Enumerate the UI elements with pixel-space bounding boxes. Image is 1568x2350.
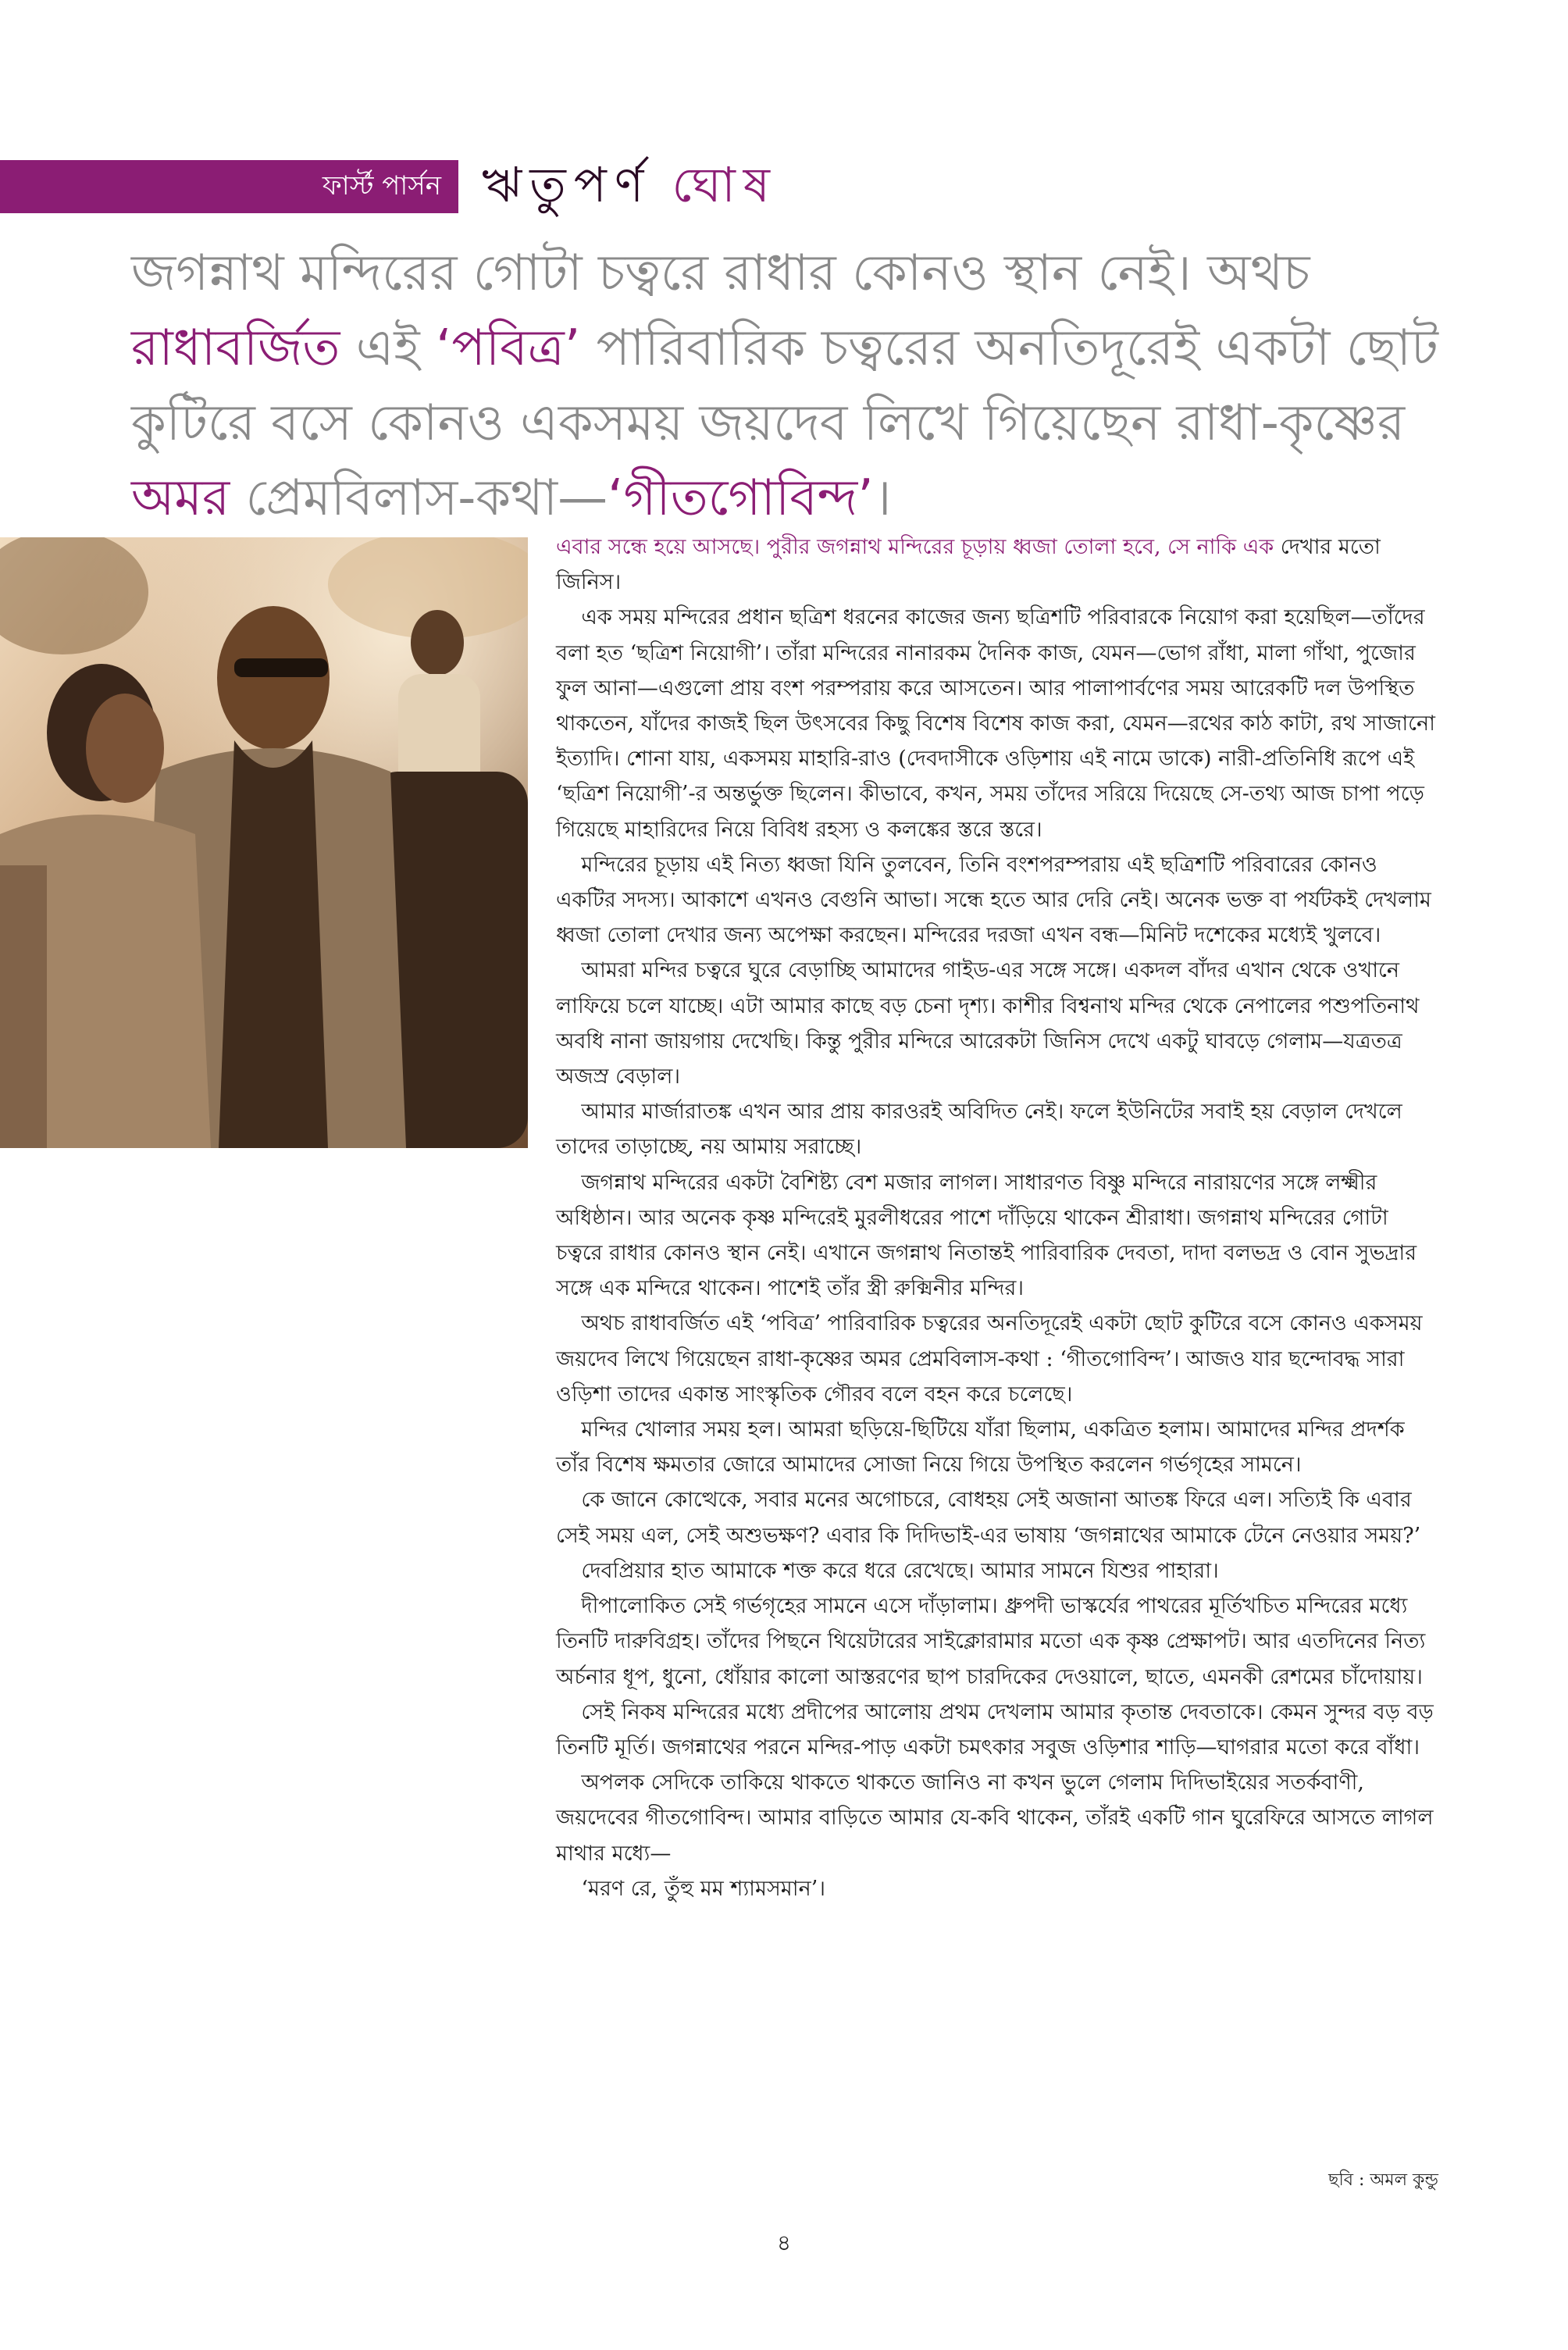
article-paragraph: দেবপ্রিয়ার হাত আমাকে শক্ত করে ধরে রেখেছে। আমার সামনে যিশুর পাহারা।: [581, 1558, 1219, 1583]
lede-accent-text: এবার সন্ধে হয়ে আসছে। পুরীর জগন্নাথ মন্দিরের চূড়ায় ধ্বজা তোলা হবে, সে নাকি এক: [556, 535, 1274, 559]
article-photo: [0, 537, 528, 1148]
article-paragraph: মন্দিরের চূড়ায় এই নিত্য ধ্বজা যিনি তুলবেন, তিনি বংশপরম্পরায় এই ছত্রিশটি পরিবারের কোনও একটির সদস্য। আকাশে এখনও বেগুনি আভা। সন্ধে হতে আর দেরি নেই। অনেক ভক্ত বা পর্যটকই দেখলাম ধ্বজা তোলা দেখার জন্য অপেক্ষা করছেন। মন্দিরের দরজা এখন বন্ধ—মিনিট দশেকের মধ্যেই খুলবে।: [556, 852, 1431, 948]
article-paragraph: দীপালোকিত সেই গর্ভগৃহের সামনে এসে দাঁড়ালাম। ধ্রুপদী ভাস্কর্যের পাথরের মূর্তিখচিত মন্দিরের মধ্যে তিনটি দারুবিগ্রহ। তাঁদের পিছনে থিয়েটারের সাইক্লোরামার মতো এক কৃষ্ণ প্রেক্ষাপট। আর এতদিনের নিত্য অর্চনার ধূপ, ধুনো, ধোঁয়ার কালো আস্তরণের ছাপ চারদিকের দেওয়ালে, ছাতে, এমনকী রেশমের চাঁদোয়ায়।: [556, 1594, 1426, 1689]
article-lede: [556, 530, 1438, 600]
pullquote-text-1: জগন্নাথ মন্দিরের গোটা চত্বরে রাধার কোনও স্থান নেই। অথচ: [131, 244, 1310, 302]
article-paragraph: মন্দির খোলার সময় হল। আমরা ছড়িয়ে-ছিটিয়ে যাঁরা ছিলাম, একত্রিত হলাম। আমাদের মন্দির প্রদর্শক তাঁর বিশেষ ক্ষমতার জোরে আমাদের সোজা নিয়ে গিয়ে উপস্থিত করলেন গর্ভগৃহের সামনে।: [556, 1417, 1405, 1478]
photo-icon: [0, 537, 528, 1148]
pullquote-text-4: প্রেমবিলাস-কথা—: [230, 469, 608, 527]
article-paragraph: জগন্নাথ মন্দিরের একটা বৈশিষ্ট্য বেশ মজার লাগল। সাধারণত বিষ্ণু মন্দিরে নারায়ণের সঙ্গে লক্ষ্মীর অধিষ্ঠান। আর অনেক কৃষ্ণ মন্দিরেই মুরলীধরের পাশে দাঁড়িয়ে থাকেন শ্রীরাধা। জগন্নাথ মন্দিরের গোটা চত্বরে রাধার কোনও স্থান নেই। এখানে জগন্নাথ নিতান্তই পারিবারিক দেবতা, দাদা বলভদ্র ও বোন সুভদ্রার সঙ্গে এক মন্দিরে থাকেন। পাশেই তাঁর স্ত্রী রুক্মিনীর মন্দির।: [556, 1170, 1417, 1301]
article-paragraph: কে জানে কোত্থেকে, সবার মনের অগোচরে, বোধহয় সেই অজানা আতঙ্ক ফিরে এল। সত্যিই কি এবার সেই সময় এল, সেই অশুভক্ষণ? এবার কি দিদিভাই-এর ভাষায় ‘জগন্নাথের আমাকে টেনে নেওয়ার সময়?’: [556, 1488, 1421, 1548]
section-label-tab: [0, 160, 458, 213]
photo-credit: ছবি : অমল কুন্ডু: [1328, 2170, 1438, 2190]
article-closing-line: ‘মরণ রে, তুঁহু মম শ্যামসমান’।: [581, 1876, 825, 1901]
pullquote-text-5: ।: [873, 469, 892, 527]
article-paragraph: আমরা মন্দির চত্বরে ঘুরে বেড়াচ্ছি আমাদের গাইড-এর সঙ্গে সঙ্গে। একদল বাঁদর এখান থেকে ওখানে লাফিয়ে চলে যাচ্ছে। এটা আমার কাছে বড় চেনা দৃশ্য। কাশীর বিশ্বনাথ মন্দির থেকে নেপালের পশুপতিনাথ অবধি নানা জায়গায় দেখেছি। কিন্তু পুরীর মন্দিরে আরেকটা জিনিস দেখে একটু ঘাবড়ে গেলাম—যত্রতত্র অজস্র বেড়াল।: [556, 958, 1420, 1089]
author-byline: [482, 148, 778, 229]
pullquote-accent-gitagobinda: ‘গীতগোবিন্দ’: [608, 469, 874, 527]
lede-text: দেখার মতো জিনিস।: [556, 535, 1381, 595]
section-label: ফার্স্ট পার্সন: [322, 170, 441, 201]
article-paragraph: অপলক সেদিকে তাকিয়ে থাকতে থাকতে জানিও না কখন ভুলে গেলাম দিদিভাইয়ের সতর্কবাণী, জয়দেবের গীতগোবিন্দ। আমার বাড়িতে আমার যে-কবি থাকেন, তাঁরই একটি গান ঘুরেফিরে আসতে লাগল মাথার মধ্যে—: [556, 1771, 1434, 1866]
pullquote-text-2: এই: [340, 319, 437, 377]
pullquote-text-3: পারিবারিক চত্বরের অনতিদূরেই একটা ছোট কুটিরে বসে কোনও একসময় জয়দেব লিখে গিয়েছেন রাধা-কৃষ্ণের: [131, 319, 1438, 452]
article-paragraph: আমার মার্জারাতঙ্ক এখন আর প্রায় কারওরই অবিদিত নেই। ফলে ইউনিটের সবাই হয় বেড়াল দেখলে তাদের তাড়াচ্ছে, নয় আমায় সরাচ্ছে।: [556, 1100, 1402, 1160]
author-last-name: ঘোষ: [672, 156, 778, 213]
pullquote-accent-amar: অমর: [131, 469, 230, 527]
author-first-name: ঋতুপর্ণ: [482, 156, 652, 213]
article-body: [556, 530, 1438, 1906]
article-paragraph: এক সময় মন্দিরের প্রধান ছত্রিশ ধরনের কাজের জন্য ছত্রিশটি পরিবারকে নিয়োগ করা হয়েছিল—তাঁদের বলা হত ‘ছত্রিশ নিয়োগী’। তাঁরা মন্দিরের নানারকম দৈনিক কাজ, যেমন—ভোগ রাঁধা, মালা গাঁথা, পুজোর ফুল আনা—এগুলো প্রায় বংশ পরম্পরায় করে আসতেন। আর পালাপার্বণের সময় আরেকটি দল উপস্থিত থাকতেন, যাঁদের কাজই ছিল উৎসবের কিছু বিশেষ বিশেষ কাজ করা, যেমন—রথের কাঠ কাটা, রথ সাজানো ইত্যাদি। শোনা যায়, একসময় মাহারি-রাও (দেবদাসীকে ওড়িশায় এই নামে ডাকে) নারী-প্রতিনিধি রূপে এই ‘ছত্রিশ নিয়োগী’-র অন্তর্ভুক্ত ছিলেন। কীভাবে, কখন, সময় তাঁদের সরিয়ে দিয়েছে সে-তথ্য আজ চাপা পড়ে গিয়েছে মাহারিদের নিয়ে বিবিধ রহস্য ও কলঙ্কের স্তরে স্তরে।: [556, 605, 1435, 842]
article-paragraph: অথচ রাধাবর্জিত এই ‘পবিত্র’ পারিবারিক চত্বরের অনতিদূরেই একটা ছোট কুটিরে বসে কোনও একসময় জয়দেব লিখে গিয়েছেন রাধা-কৃষ্ণের অমর প্রেমবিলাস-কথা : ‘গীতগোবিন্দ’। আজও যার ছন্দোবদ্ধ সারা ওড়িশা তাদের একান্ত সাংস্কৃতিক গৌরব বলে বহন করে চলেছে।: [556, 1311, 1423, 1407]
pullquote-accent-pabitra: ‘পবিত্র’: [436, 319, 581, 377]
article-paragraph: সেই নিকষ মন্দিরের মধ্যে প্রদীপের আলোয় প্রথম দেখলাম আমার কৃতান্ত দেবতাকে। কেমন সুন্দর বড় বড় তিনটি মূর্তি। জগন্নাথের পরনে মন্দির-পাড় একটা চমৎকার সবুজ ওড়িশার শাড়ি—ঘাগরার মতো করে বাঁধা।: [556, 1699, 1434, 1760]
pull-quote: [131, 236, 1459, 536]
page-number: ৪: [776, 2230, 792, 2256]
pullquote-accent-radhavarjita: রাধাবর্জিত: [131, 319, 340, 377]
